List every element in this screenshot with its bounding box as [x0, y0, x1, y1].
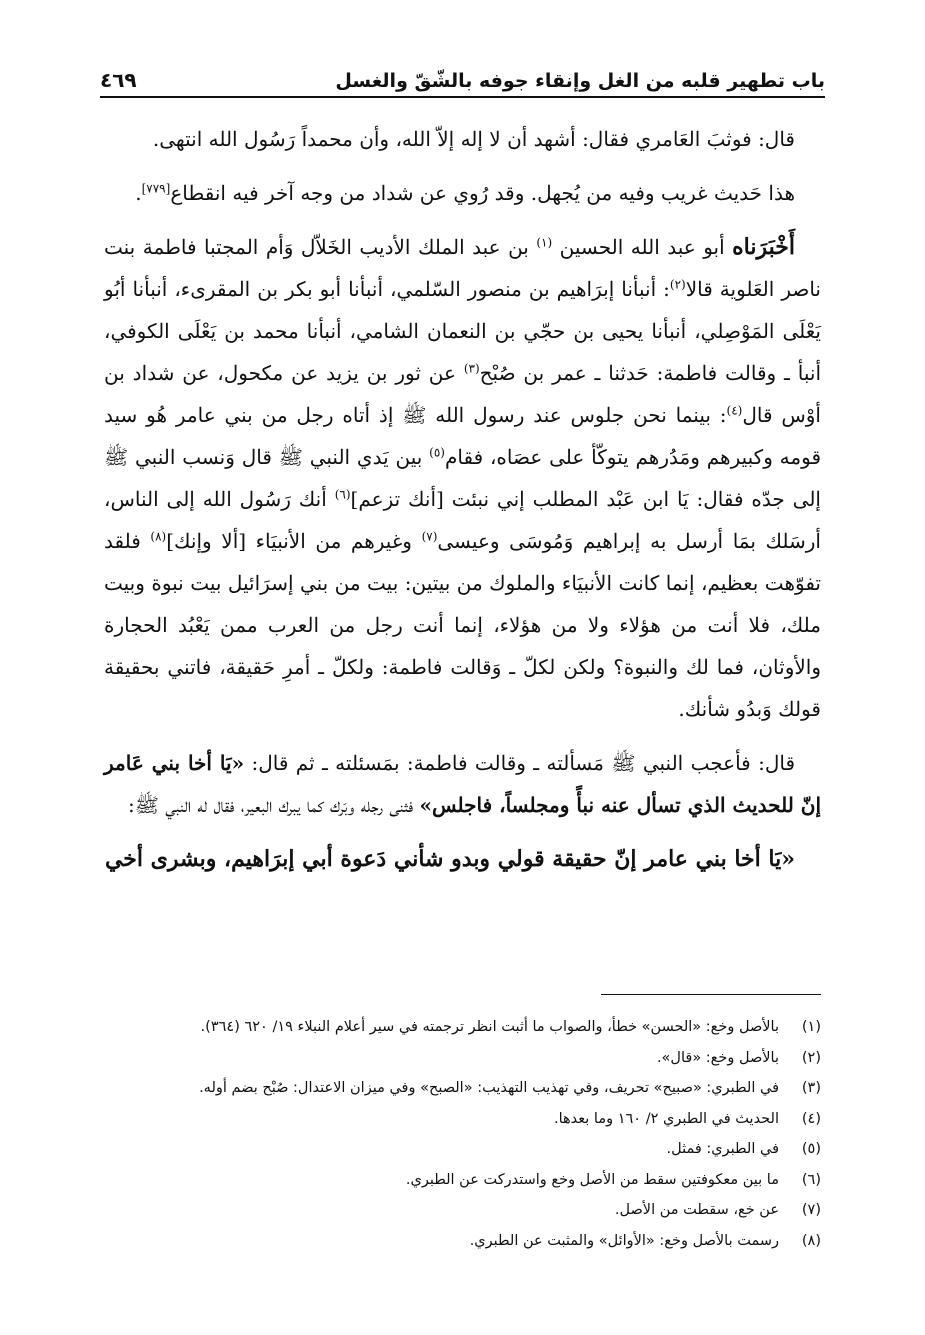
paragraph-3: أَخْبَرَناه أبو عبد الله الحسين $^{(١)}$ بن عبد الملك الأديب الخَلاّل وَأم المجتبا فاطمة بنت ناصر العَلوية قالا$^{(٢)}$: أنبأنا إبرَاهيم بن منصور السّلمي، أنبأنا أبو بكر بن المقرىء، أنبأنا أبُو يَعْلَى المَوْصِلي، أنبأنا يحيى بن حجّي بن النعمان الشامي، أنبأنا محمد بن يَعْلَى الكوفي، أنبأ ـ وقالت فاطمة: حَدثنا ـ عمر بن صُبْح$^{(٣)}$ عن ثور بن يزيد عن مكحول، عن شداد بن أوْس قال$^{(٤)}$: بينما نحن جلوس عند رسول الله ﷺ إذ أتاه رجل من بني عامر هُو سيد قومه وكبيرهم ومَدُرهم يتوكّأ على عصَاه، فقام$^{(٥)}$ بين يَدي النبي ﷺ قال وَنسب النبي ﷺ إلى جدّه فقال: يَا ابن عَبْد المطلب إني نبئت [أنك تزعم]$^{(٦)}$ أنك رَسُول الله إلى الناس، أرسَلك بمَا أرسل به إبراهيم وَمُوسَى وعيسى$^{(٧)}$ وغيرهم من الأنبيَاء [ألا وإنك]$^{(٨)}$ فلقد تفوّهت بعظيم، إنما كانت الأنبيَاء والملوك من بيتين: بيت من بني إسرَائيل بيت نبوة وبيت ملك، فلا أنت من هؤلاء ولا من هؤلاء، إنما أنت رجل من العرب ممن يَعْبُد الحجارة والأوثان، فما لك والنبوة؟ ولكن لكلّ ـ وَقالت فاطمة: ولكلّ ـ أمرِ حَقيقة، فاتني بحقيقة قولك وَبدُو شأنك. — [104, 234, 822, 721]
footnote-ref: (٨) — [150, 529, 167, 544]
footnote-item: (٤) الحديث في الطبري ٢/ ١٦٠ وما بعدها. — [553, 1110, 821, 1127]
footnote-item: (٨) رسمت بالأصل وخع: «الأوائل» والمثبت عن الطبري. — [469, 1232, 821, 1249]
running-header — [100, 52, 825, 92]
paragraph-5: «يَا أخا بني عامر إنّ حقيقة قولي وبدو شأني دَعوة أبي إبرَاهيم، وبشرى أخي — [104, 846, 795, 872]
paragraph-1: قال: فوثبَ العَامري فقال: أشهد أن لا إله إلاّ الله، وأن محمداً رَسُول الله انتهى. — [152, 127, 795, 151]
isnad-lead: أَخْبَرَناه — [732, 234, 795, 260]
footnote-item: (١) بالأصل وخع: «الحسن» خطأ، والصواب ما أثبت انظر ترجمته في سير أعلام النبلاء ١٩/ ٦٢٠ (٣٦٤). — [200, 1019, 821, 1035]
ref-mark: [٧٧٩] — [141, 181, 171, 196]
main-text — [104, 118, 821, 892]
page-number: ٤٦٩ — [100, 68, 137, 92]
footnote-ref: (١) — [536, 235, 553, 250]
footnote-ref: (٣) — [463, 361, 480, 376]
footnote-ref: (٥) — [429, 445, 445, 460]
paragraph-4: قال: فأعجب النبي ﷺ مَسألته ـ وقالت فاطمة: بمَسئلته ـ ثم قال: «يَا أخا بني عَامر إنّ للحديث الذي تسأل عنه نبأً ومجلساً، فاجلس» فثنى رجله وبَرك كما يبرك البعير، فقال له النبي ﷺ: — [104, 751, 821, 817]
footnote-item: (٧) عن خع، سقطت من الأصل. — [614, 1202, 821, 1218]
header-rule — [100, 96, 825, 98]
footnote-ref: (٦) — [334, 487, 351, 502]
footnote-item: (٦) ما بين معكوفتين سقط من الأصل وخع واستدركت عن الطبري. — [405, 1171, 821, 1188]
paragraph-2: هذا حَديث غريب وفيه من يُجهل. وقد رُوي عن شداد من وجه آخر فيه انقطاع[٧٧٩]. — [135, 181, 795, 205]
chapter-title: باب تطهير قلبه من الغل وإنقاء جوفه بالشّقّ والغسل — [335, 70, 825, 92]
footnotes — [104, 1012, 821, 1256]
footnote-ref: (٤) — [726, 403, 743, 418]
footnote-ref: (٧) — [421, 529, 438, 544]
footnote-item: (٢) بالأصل وخع: «قال». — [656, 1049, 821, 1066]
footnote-item: (٣) في الطبري: «صبيح» تحريف، وفي تهذيب التهذيب: «الصبح» وفي ميزان الاعتدال: صُبْح بضم أوله. — [199, 1080, 821, 1096]
footnote-separator — [601, 994, 821, 995]
prophet-quote: «يَا أخا بني عَامر إنّ للحديث الذي تسأل عنه نبأً ومجلساً، فاجلس» — [104, 751, 821, 817]
footnote-ref: (٢) — [669, 277, 686, 292]
footnote-item: (٥) في الطبري: فمثل. — [666, 1141, 821, 1157]
